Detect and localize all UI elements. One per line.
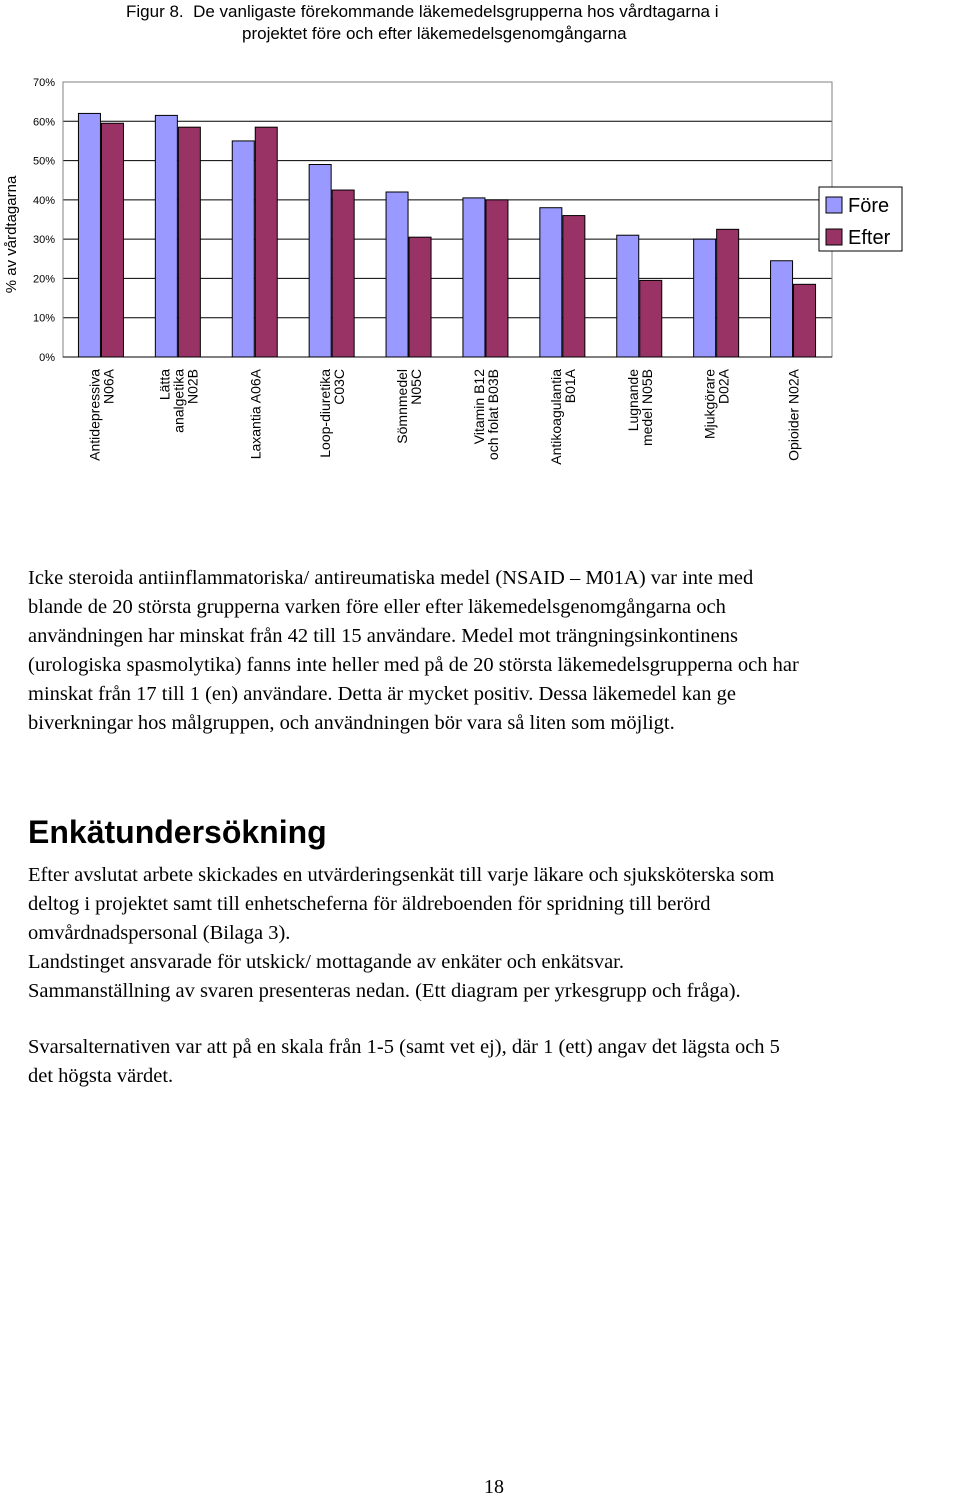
y-tick-label: 70%: [32, 77, 55, 89]
x-tick-label: analgetika: [170, 369, 187, 433]
legend-label: Efter: [848, 227, 891, 249]
y-axis-title: % av vårdtagarna: [3, 175, 20, 294]
x-tick-label: Loop-diuretika: [317, 369, 334, 458]
bar-efter: [717, 229, 739, 357]
bar-efter: [101, 123, 123, 357]
paragraph-line: Svarsalternativen var att på en skala från 1-5 (samt vet ej), där 1 (ett) angav det lägsta och 5: [28, 1036, 780, 1058]
paragraph-line: Landstinget ansvarade för utskick/ mottagande av enkäter och enkätsvar.: [28, 951, 624, 973]
y-tick-label: 20%: [32, 273, 55, 286]
x-tick-label: Antikoagulantia: [547, 369, 564, 465]
bar-fore: [309, 165, 331, 358]
y-tick-label: 50%: [32, 155, 55, 168]
bar-fore: [386, 192, 408, 357]
bar-fore: [694, 239, 716, 357]
bar-fore: [617, 235, 639, 357]
x-tick-label: Vitamin B12: [470, 369, 487, 445]
bar-efter: [409, 237, 431, 357]
x-tick-label: N06A: [100, 369, 117, 405]
bar-fore: [155, 115, 177, 357]
y-tick-label: 40%: [32, 194, 55, 207]
bar-chart: [0, 60, 960, 510]
x-tick-label: Sömnmedel: [394, 369, 411, 444]
bar-fore: [771, 261, 793, 357]
x-tick-label: Antidepressiva: [86, 369, 103, 461]
bar-efter: [640, 280, 662, 357]
bar-efter: [794, 284, 816, 357]
x-tick-label: Opioider N02A: [785, 369, 802, 461]
paragraph-line: minskat från 17 till 1 (en) användare. Detta är mycket positiv. Dessa läkemedel kan ge: [28, 683, 736, 705]
bar-fore: [463, 198, 485, 357]
figure-caption: [0, 0, 960, 50]
y-tick-label: 0%: [39, 352, 55, 364]
figure-caption-line-1: Figur 8. De vanligaste förekommande läkemedelsgrupperna hos vårdtagarna i: [126, 2, 719, 21]
x-tick-label: Laxantia A06A: [247, 369, 264, 460]
bar-efter: [486, 200, 508, 357]
legend-swatch-efter: [826, 229, 842, 245]
y-tick-label: 10%: [32, 312, 55, 325]
bar-efter: [332, 190, 354, 357]
figure-caption-line-2: projektet före och efter läkemedelsgenomgångarna: [242, 24, 627, 43]
paragraph-scale: [28, 1033, 960, 1091]
x-tick-label: D02A: [715, 369, 732, 405]
x-tick-label: B01A: [561, 369, 578, 404]
paragraph-line: Icke steroida antiinflammatoriska/ antireumatiska medel (NSAID – M01A) var inte med: [28, 567, 754, 589]
page-number: 18: [484, 1476, 504, 1498]
paragraph-line: det högsta värdet.: [28, 1065, 174, 1087]
paragraph-line: omvårdnadspersonal (Bilaga 3).: [28, 922, 291, 944]
legend-swatch-fore: [826, 197, 842, 213]
paragraph-survey: [28, 861, 960, 1006]
paragraph-line: blande de 20 största grupperna varken före eller efter läkemedelsgenomgångarna och: [28, 596, 726, 618]
x-tick-label: N05C: [408, 369, 425, 405]
y-tick-label: 30%: [32, 234, 55, 247]
paragraph-line: deltog i projektet samt till enhetscheferna för äldreboenden för spridning till berörd: [28, 893, 711, 915]
section-heading: Enkätundersökning: [28, 814, 327, 850]
chart-layer: [3, 77, 902, 465]
paragraph-line: Efter avslutat arbete skickades en utvärderingsenkät till varje läkare och sjuksköterska som: [28, 864, 775, 886]
bar-efter: [255, 127, 277, 357]
y-tick-label: 60%: [32, 116, 55, 129]
x-tick-label: Lugnande: [624, 369, 641, 432]
x-tick-label: och folat B03B: [484, 369, 501, 461]
paragraph-line: (urologiska spasmolytika) fanns inte heller med på de 20 största läkemedelsgrupperna och har: [28, 654, 799, 676]
legend-label: Före: [848, 195, 890, 217]
paragraph-nsaid: [28, 564, 960, 738]
bar-efter: [178, 127, 200, 357]
bar-fore: [232, 141, 254, 357]
x-tick-label: C03C: [331, 369, 348, 405]
bar-fore: [540, 208, 562, 357]
paragraph-line: användningen har minskat från 42 till 15 användare. Medel mot trängningsinkontinens: [28, 625, 738, 647]
x-tick-label: Lätta: [156, 369, 173, 401]
paragraph-line: Sammanställning av svaren presenteras nedan. (Ett diagram per yrkesgrupp och fråga).: [28, 980, 741, 1002]
x-tick-label: N02B: [184, 369, 201, 405]
bar-fore: [78, 113, 100, 357]
paragraph-line: biverkningar hos målgruppen, och användningen bör vara så liten som möjligt.: [28, 712, 675, 734]
x-tick-label: medel N05B: [638, 369, 655, 447]
bar-efter: [563, 216, 585, 357]
x-tick-label: Mjukgörare: [701, 369, 718, 440]
